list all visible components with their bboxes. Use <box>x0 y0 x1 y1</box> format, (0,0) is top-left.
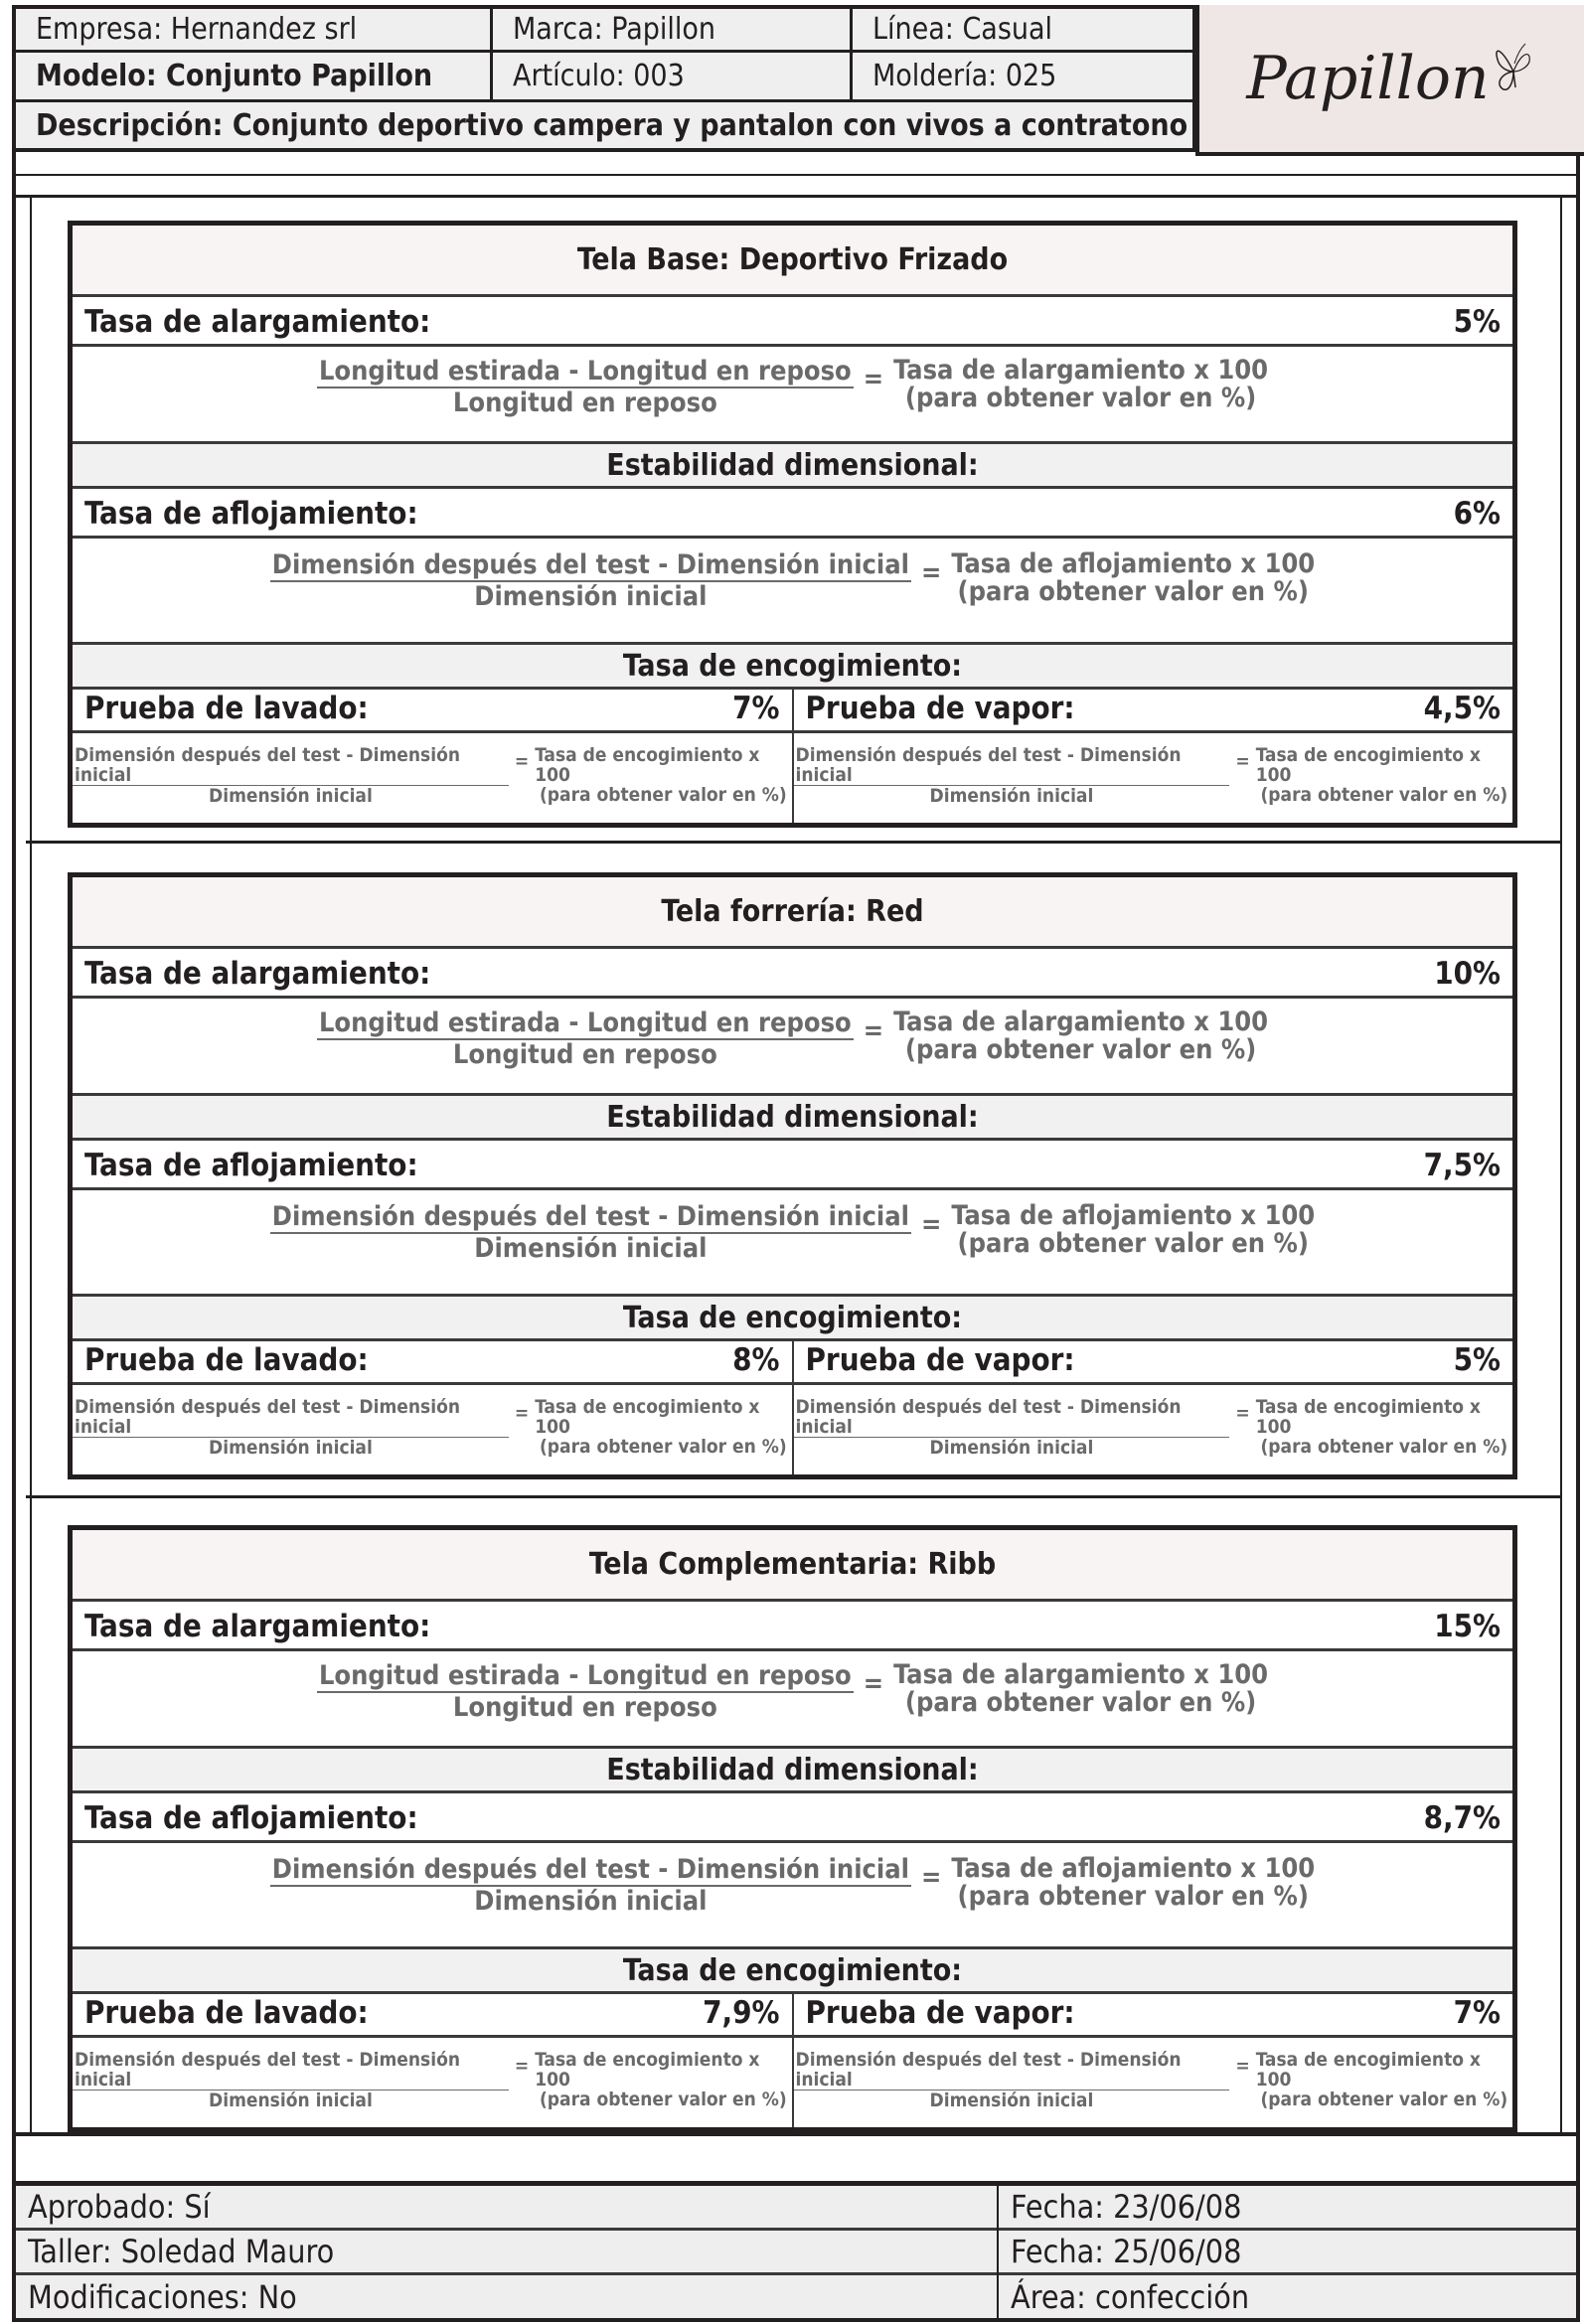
alargamiento-label: Tasa de alargamiento: <box>84 956 431 992</box>
aflojamiento-label: Tasa de aflojamiento: <box>84 1148 418 1183</box>
alargamiento-value: 15% <box>1434 1609 1501 1644</box>
formula-numerator: Longitud estirada - Longitud en reposo <box>318 1007 852 1038</box>
formula-note: (para obtener valor en %) <box>957 1881 1309 1912</box>
formula-note: (para obtener valor en %) <box>540 784 787 806</box>
lavado-value: 8% <box>732 1342 780 1378</box>
divider <box>16 174 1576 176</box>
formula-result: Tasa de encogimiento x 100 <box>1255 1396 1481 1438</box>
formula-denominator: Longitud en reposo <box>452 1039 717 1070</box>
estabilidad-header: Estabilidad dimensional: <box>73 1096 1512 1141</box>
aflojamiento-value: 7,5% <box>1423 1148 1501 1183</box>
formula-denominator: Dimensión inicial <box>474 1886 708 1917</box>
formula-result: Tasa de aflojamiento x 100 <box>951 1200 1316 1231</box>
section-divider <box>26 1495 1562 1498</box>
vapor-label: Prueba de vapor: <box>805 1995 1075 2031</box>
formula-note: (para obtener valor en %) <box>1260 784 1508 806</box>
modificaciones-field: Modificaciones: No <box>16 2275 997 2318</box>
formula-numerator: Dimensión después del test - Dimensión inicial <box>794 2050 1230 2091</box>
equals-sign: = <box>863 1015 884 1046</box>
equals-sign: = <box>514 1402 530 1424</box>
formula-denominator: Dimensión inicial <box>474 581 708 612</box>
linea-field: Línea: Casual <box>853 9 1195 53</box>
alargamiento-formula <box>73 999 1512 1096</box>
aflojamiento-value: 8,7% <box>1423 1800 1501 1836</box>
equals-sign: = <box>1235 1402 1250 1424</box>
formula-denominator: Dimensión inicial <box>929 1437 1094 1459</box>
lavado-column <box>73 1994 792 2127</box>
lavado-value: 7,9% <box>703 1995 780 2031</box>
formula-result: Tasa de encogimiento x 100 <box>535 1396 760 1438</box>
aflojamiento-formula <box>73 539 1512 645</box>
alargamiento-formula <box>73 1651 1512 1749</box>
equals-sign: = <box>1235 750 1250 772</box>
lavado-column <box>73 690 792 823</box>
formula-result: Tasa de alargamiento x 100 <box>893 1659 1269 1690</box>
inner-frame-left <box>30 195 32 2132</box>
encogimiento-formula <box>794 2038 1513 2127</box>
alargamiento-value: 5% <box>1453 304 1501 340</box>
formula-numerator: Longitud estirada - Longitud en reposo <box>318 356 852 387</box>
formula-note: (para obtener valor en %) <box>904 383 1257 413</box>
formula-numerator: Dimensión después del test - Dimensión inicial <box>271 1201 909 1232</box>
taller-field: Taller: Soledad Mauro <box>16 2231 997 2275</box>
formula-result: Tasa de alargamiento x 100 <box>893 1007 1269 1037</box>
alargamiento-value: 10% <box>1434 956 1501 992</box>
encogimiento-formula <box>794 733 1513 823</box>
formula-numerator: Dimensión después del test - Dimensión inicial <box>73 1397 509 1438</box>
formula-denominator: Dimensión inicial <box>209 2090 373 2111</box>
encogimiento-header: Tasa de encogimiento: <box>73 1297 1512 1341</box>
vapor-column <box>792 1994 1513 2127</box>
logo-text: Papillon <box>1246 44 1490 113</box>
vapor-label: Prueba de vapor: <box>805 691 1075 726</box>
section-divider <box>16 2132 1576 2136</box>
section-title: Tela Base: Deportivo Frizado <box>73 226 1512 297</box>
lavado-label: Prueba de lavado: <box>84 1995 369 2031</box>
equals-sign: = <box>1235 2055 1250 2077</box>
formula-result: Tasa de encogimiento x 100 <box>1255 2049 1481 2091</box>
vapor-column <box>792 690 1513 823</box>
alargamiento-label: Tasa de alargamiento: <box>84 1609 431 1644</box>
brand-logo <box>1195 5 1584 156</box>
aflojamiento-label: Tasa de aflojamiento: <box>84 1800 418 1836</box>
section-divider <box>26 841 1562 844</box>
formula-denominator: Longitud en reposo <box>452 1692 717 1723</box>
formula-note: (para obtener valor en %) <box>1260 2089 1508 2110</box>
articulo-field: Artículo: 003 <box>493 53 853 102</box>
formula-note: (para obtener valor en %) <box>957 576 1309 607</box>
formula-result: Tasa de encogimiento x 100 <box>1255 744 1481 786</box>
equals-sign: = <box>514 2055 530 2077</box>
area-field: Área: confección <box>999 2275 1576 2318</box>
formula-denominator: Dimensión inicial <box>929 2090 1094 2111</box>
fecha-aprobado-field: Fecha: 23/06/08 <box>999 2186 1576 2231</box>
encogimiento-header: Tasa de encogimiento: <box>73 645 1512 690</box>
aflojamiento-formula <box>73 1190 1512 1297</box>
formula-numerator: Dimensión después del test - Dimensión inicial <box>794 745 1230 786</box>
aflojamiento-value: 6% <box>1453 496 1501 532</box>
marca-field: Marca: Papillon <box>493 9 853 53</box>
estabilidad-header: Estabilidad dimensional: <box>73 444 1512 489</box>
equals-sign: = <box>920 1209 942 1240</box>
formula-note: (para obtener valor en %) <box>540 1436 787 1458</box>
lavado-label: Prueba de lavado: <box>84 1342 369 1378</box>
lavado-column <box>73 1341 792 1474</box>
fabric-section <box>68 221 1517 828</box>
formula-numerator: Dimensión después del test - Dimensión inicial <box>794 1397 1230 1438</box>
encogimiento-formula <box>73 2038 792 2127</box>
lavado-value: 7% <box>732 691 780 726</box>
formula-numerator: Longitud estirada - Longitud en reposo <box>318 1660 852 1691</box>
formula-denominator: Dimensión inicial <box>209 785 373 807</box>
formula-result: Tasa de aflojamiento x 100 <box>951 1853 1316 1884</box>
vapor-value: 4,5% <box>1423 691 1501 726</box>
molderia-field: Moldería: 025 <box>853 53 1195 102</box>
formula-numerator: Dimensión después del test - Dimensión inicial <box>73 745 509 786</box>
equals-sign: = <box>920 1862 942 1893</box>
encogimiento-formula <box>73 1385 792 1474</box>
formula-result: Tasa de alargamiento x 100 <box>893 355 1269 386</box>
vapor-value: 5% <box>1453 1342 1501 1378</box>
alargamiento-formula <box>73 347 1512 444</box>
divider <box>16 195 1576 198</box>
formula-note: (para obtener valor en %) <box>904 1687 1257 1718</box>
vapor-label: Prueba de vapor: <box>805 1342 1075 1378</box>
empresa-field: Empresa: Hernandez srl <box>16 9 493 53</box>
encogimiento-formula <box>794 1385 1513 1474</box>
equals-sign: = <box>863 1668 884 1699</box>
formula-note: (para obtener valor en %) <box>1260 1436 1508 1458</box>
aprobado-field: Aprobado: Sí <box>16 2186 997 2231</box>
formula-result: Tasa de aflojamiento x 100 <box>951 548 1316 579</box>
butterfly-icon <box>1492 42 1537 97</box>
alargamiento-label: Tasa de alargamiento: <box>84 304 431 340</box>
fabric-section <box>68 1525 1517 2132</box>
section-title: Tela Complementaria: Ribb <box>73 1530 1512 1602</box>
aflojamiento-formula <box>73 1843 1512 1949</box>
fabric-section <box>68 872 1517 1479</box>
aflojamiento-label: Tasa de aflojamiento: <box>84 496 418 532</box>
formula-denominator: Dimensión inicial <box>929 785 1094 807</box>
formula-numerator: Dimensión después del test - Dimensión inicial <box>73 2050 509 2091</box>
formula-note: (para obtener valor en %) <box>957 1228 1309 1259</box>
equals-sign: = <box>920 557 942 588</box>
modelo-field: Modelo: Conjunto Papillon <box>16 53 493 102</box>
formula-result: Tasa de encogimiento x 100 <box>535 744 760 786</box>
inner-frame-right <box>1560 195 1562 2132</box>
formula-denominator: Dimensión inicial <box>474 1233 708 1264</box>
section-title: Tela forrería: Red <box>73 877 1512 949</box>
estabilidad-header: Estabilidad dimensional: <box>73 1749 1512 1793</box>
lavado-label: Prueba de lavado: <box>84 691 369 726</box>
equals-sign: = <box>514 750 530 772</box>
formula-note: (para obtener valor en %) <box>904 1034 1257 1065</box>
formula-denominator: Longitud en reposo <box>452 387 717 418</box>
encogimiento-formula <box>73 733 792 823</box>
formula-result: Tasa de encogimiento x 100 <box>535 2049 760 2091</box>
vapor-column <box>792 1341 1513 1474</box>
formula-note: (para obtener valor en %) <box>540 2089 787 2110</box>
formula-numerator: Dimensión después del test - Dimensión inicial <box>271 1854 909 1885</box>
fecha-taller-field: Fecha: 25/06/08 <box>999 2231 1576 2275</box>
formula-denominator: Dimensión inicial <box>209 1437 373 1459</box>
descripcion-field: Descripción: Conjunto deportivo campera y pantalon con vivos a contratono <box>16 102 1195 152</box>
vapor-value: 7% <box>1453 1995 1501 2031</box>
formula-numerator: Dimensión después del test - Dimensión inicial <box>271 549 909 580</box>
equals-sign: = <box>863 364 884 394</box>
encogimiento-header: Tasa de encogimiento: <box>73 1949 1512 1994</box>
